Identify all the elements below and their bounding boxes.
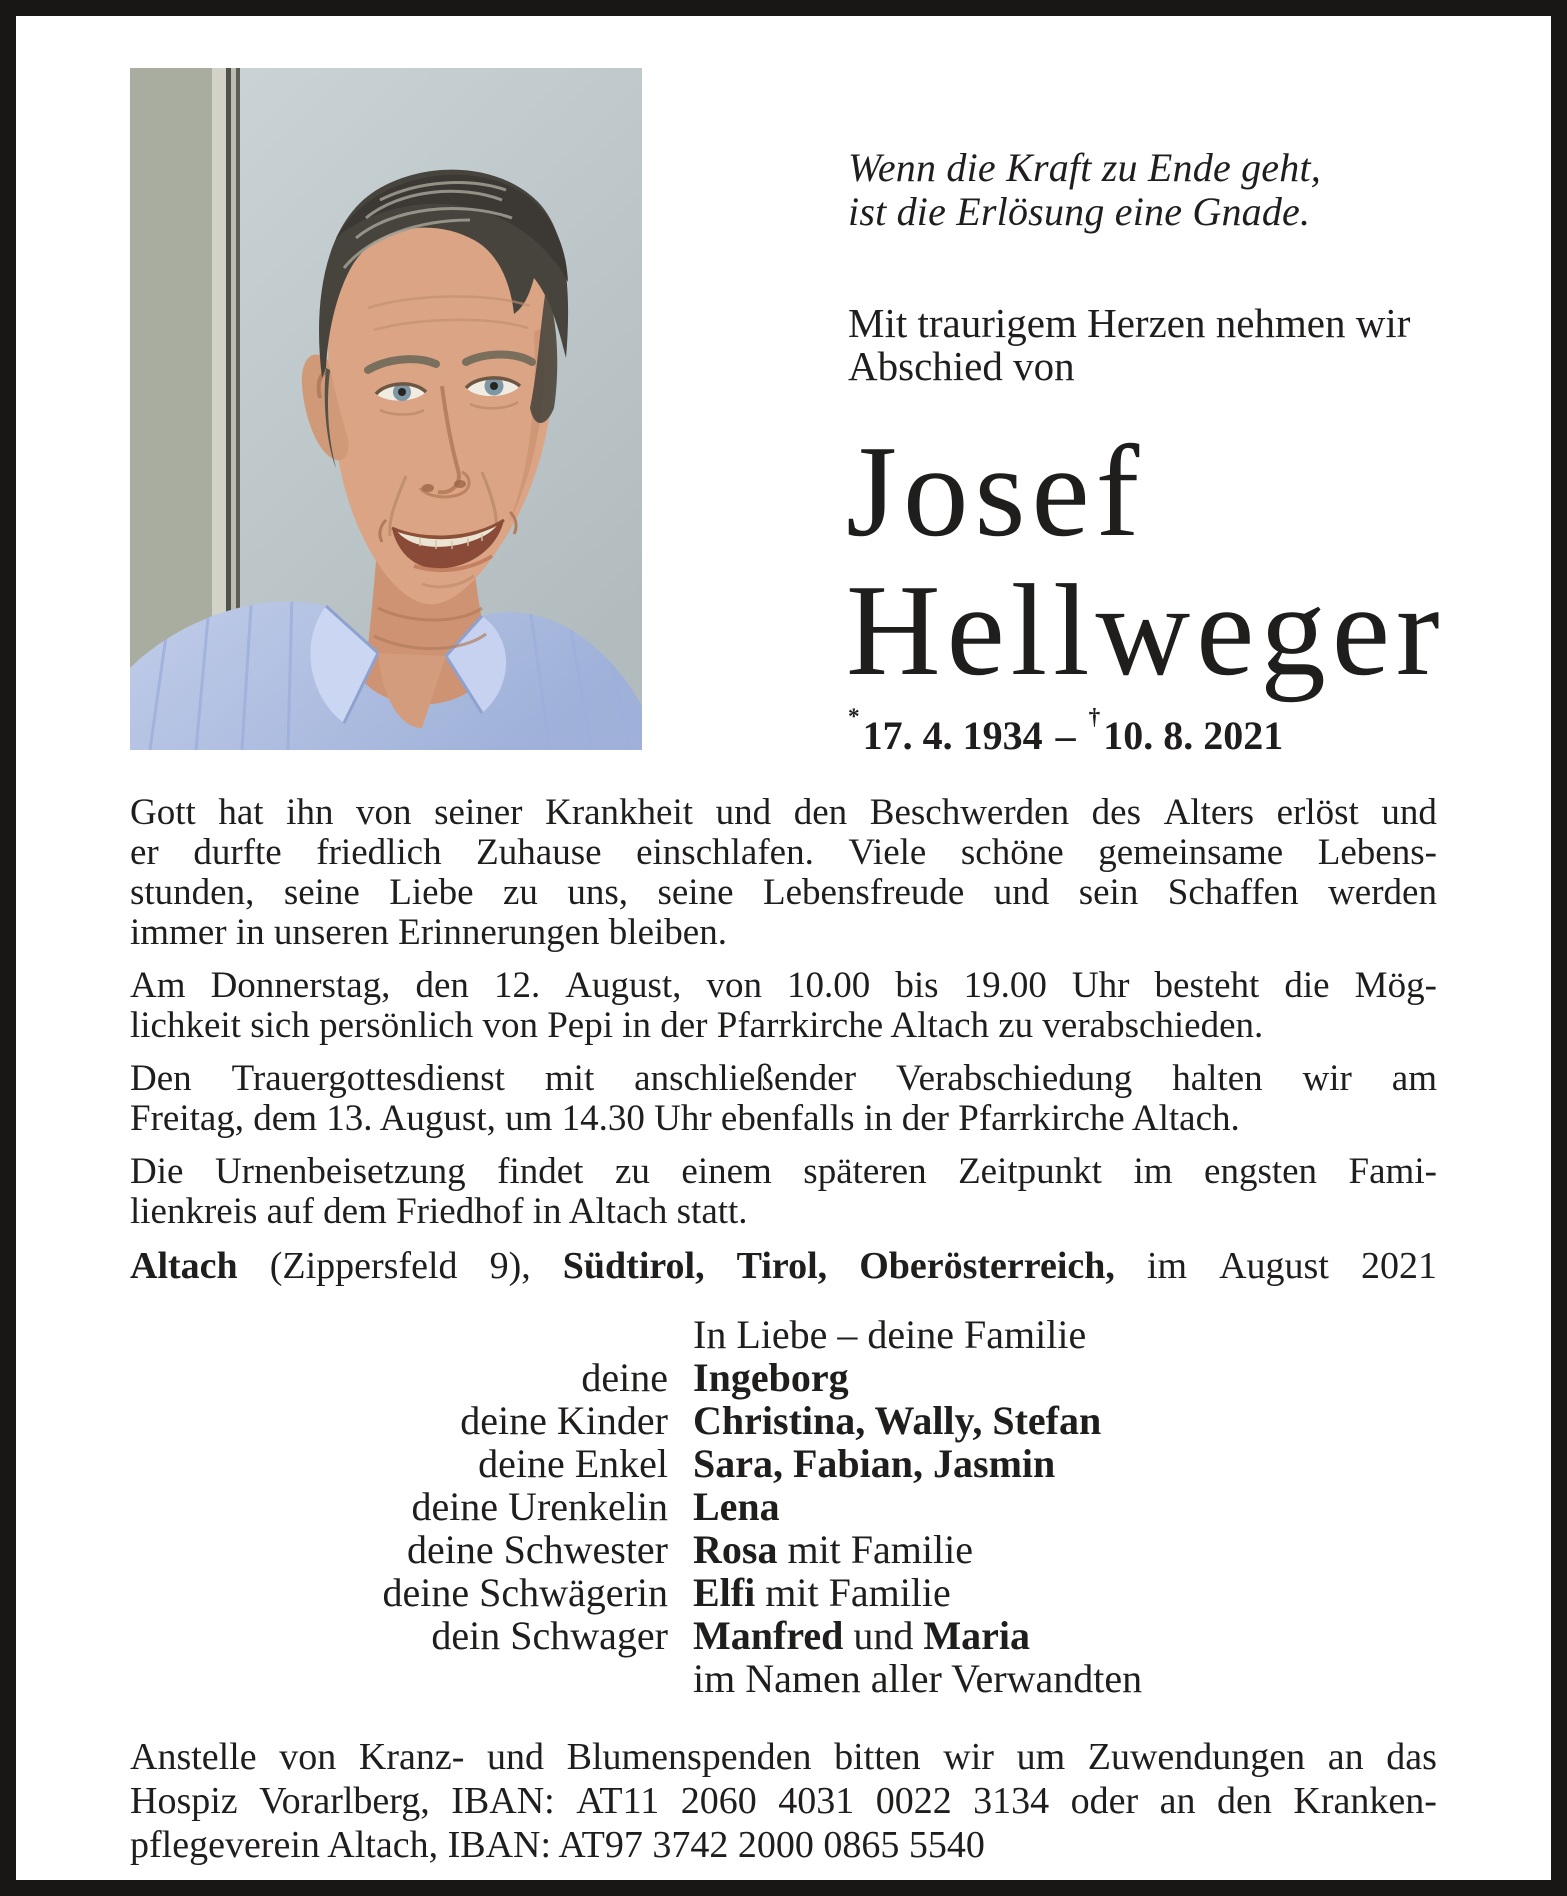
word: des bbox=[1091, 792, 1141, 833]
birth-star-symbol: * bbox=[848, 704, 860, 731]
word: ihn bbox=[286, 792, 334, 833]
location-line bbox=[130, 1246, 1437, 1286]
family-relation-label: deine Urenkelin bbox=[411, 1484, 668, 1529]
body-line bbox=[130, 833, 1437, 873]
family-header-row bbox=[130, 1313, 1437, 1356]
donation-line bbox=[130, 1779, 1437, 1823]
family-names bbox=[693, 1528, 1437, 1571]
body-line bbox=[130, 1059, 1437, 1099]
word: bitten bbox=[834, 1736, 921, 1778]
word: Beschwerden bbox=[869, 792, 1070, 833]
donation-line: pflegeverein Altach, IBAN: AT97 3742 2000 0865 5540 bbox=[130, 1824, 985, 1866]
word: und bbox=[993, 872, 1050, 913]
word: August bbox=[1219, 1245, 1329, 1287]
word: Urnenbeisetzung bbox=[214, 1151, 466, 1192]
family-names: im Namen aller Verwandten bbox=[693, 1656, 1143, 1701]
death-cross-symbol: † bbox=[1088, 704, 1101, 731]
word: von bbox=[279, 1736, 337, 1778]
word: Krankheit bbox=[545, 792, 694, 833]
intro-text bbox=[848, 302, 1410, 388]
word: findet bbox=[497, 1151, 584, 1192]
obituary-body bbox=[130, 793, 1437, 1867]
body-line: lienkreis auf dem Friedhof in Altach statt. bbox=[130, 1191, 748, 1232]
word: die bbox=[1284, 965, 1330, 1006]
word: AT11 bbox=[576, 1780, 660, 1822]
word: sein bbox=[1078, 872, 1139, 913]
word: und bbox=[1381, 792, 1437, 833]
body-line bbox=[130, 793, 1437, 833]
word: Kranz- bbox=[358, 1736, 465, 1778]
portrait-photo bbox=[130, 68, 642, 750]
body-paragraph bbox=[130, 966, 1437, 1046]
word: mit bbox=[544, 1058, 595, 1099]
word: oder bbox=[1070, 1780, 1139, 1822]
word: Lebensfreude bbox=[762, 872, 965, 913]
word: IBAN: bbox=[451, 1780, 555, 1822]
word: friedlich bbox=[316, 832, 442, 873]
word: im bbox=[1133, 1151, 1173, 1192]
family-name-segment: Maria bbox=[913, 1613, 1030, 1658]
family-name-segment: Christina, Wally, Stefan bbox=[693, 1398, 1102, 1443]
word: und bbox=[715, 792, 772, 833]
word: den bbox=[793, 792, 848, 833]
memorial-quote-line: Wenn die Kraft zu Ende geht, bbox=[848, 145, 1321, 190]
word: am bbox=[1391, 1058, 1437, 1099]
body-line bbox=[130, 966, 1437, 1006]
body-paragraph bbox=[130, 1059, 1437, 1139]
word: seiner bbox=[434, 792, 523, 833]
word: stunden, bbox=[130, 872, 255, 913]
intro-line: Abschied von bbox=[848, 343, 1075, 389]
word: seine bbox=[657, 872, 734, 913]
word: das bbox=[1386, 1736, 1437, 1778]
word: Lebens- bbox=[1317, 832, 1437, 873]
birth-date: 17. 4. 1934 bbox=[862, 713, 1043, 758]
word: Die bbox=[130, 1151, 184, 1192]
word: 2060 bbox=[680, 1780, 757, 1822]
family-row bbox=[130, 1614, 1437, 1657]
family-name-segment: Elfi bbox=[693, 1570, 756, 1615]
family-names: In Liebe – deine Familie bbox=[693, 1312, 1087, 1357]
word: anschließender bbox=[634, 1058, 857, 1099]
word: zu bbox=[614, 1151, 650, 1192]
word: uns, bbox=[567, 872, 629, 913]
word: von bbox=[356, 792, 412, 833]
word: Kranken- bbox=[1293, 1780, 1437, 1822]
word: 12. bbox=[493, 965, 541, 1006]
word: August, bbox=[565, 965, 682, 1006]
donation-line bbox=[130, 1735, 1437, 1779]
family-row bbox=[130, 1399, 1437, 1442]
word: zu bbox=[502, 872, 538, 913]
family-names bbox=[693, 1485, 1437, 1528]
family-name-segment: Manfred bbox=[693, 1613, 844, 1658]
family-relation-label bbox=[130, 1657, 668, 1700]
memorial-quote bbox=[848, 146, 1321, 234]
word: wir bbox=[1302, 1058, 1352, 1099]
word: den bbox=[415, 965, 469, 1006]
body-line: lichkeit sich persönlich von Pepi in der Pfarrkirche Altach zu verabschieden. bbox=[130, 1005, 1264, 1046]
word: 4031 bbox=[778, 1780, 855, 1822]
family-relation-label: deine Kinder bbox=[460, 1398, 668, 1443]
word: 3134 bbox=[973, 1780, 1050, 1822]
word: durfte bbox=[193, 832, 282, 873]
life-dates bbox=[848, 704, 1284, 759]
body-paragraph bbox=[130, 793, 1437, 953]
body-line bbox=[130, 1152, 1437, 1192]
family-row bbox=[130, 1442, 1437, 1485]
location-justified-line bbox=[130, 1246, 1437, 1286]
word: Mög- bbox=[1354, 965, 1437, 1006]
word: Zeitpunkt bbox=[958, 1151, 1102, 1192]
word: Viele bbox=[848, 832, 927, 873]
body-line bbox=[130, 873, 1437, 913]
word: Verabschiedung bbox=[895, 1058, 1133, 1099]
word: von bbox=[706, 965, 762, 1006]
family-names bbox=[693, 1356, 1437, 1399]
word: Liebe bbox=[389, 872, 474, 913]
family-names bbox=[693, 1442, 1437, 1485]
word: 10.00 bbox=[787, 965, 871, 1006]
portrait-photo-drawing bbox=[130, 68, 642, 750]
family-row bbox=[130, 1571, 1437, 1614]
family-names bbox=[693, 1614, 1437, 1657]
deceased-first-name: Josef bbox=[846, 419, 1146, 564]
word: Tirol, bbox=[736, 1245, 828, 1287]
family-names bbox=[693, 1571, 1437, 1614]
family-relation-label: deine Schwester bbox=[406, 1527, 668, 1572]
word: Uhr bbox=[1071, 965, 1130, 1006]
family-row bbox=[130, 1356, 1437, 1399]
family-relation-label: deine Schwägerin bbox=[382, 1570, 668, 1615]
word: an bbox=[1327, 1736, 1364, 1778]
word: und bbox=[487, 1736, 544, 1778]
family-block bbox=[130, 1313, 1437, 1700]
word: 9), bbox=[489, 1245, 531, 1287]
word: seine bbox=[283, 872, 360, 913]
word: Am bbox=[130, 965, 186, 1006]
word: Schaffen bbox=[1167, 872, 1299, 913]
word: Zuwendungen bbox=[1087, 1736, 1306, 1778]
word: späteren bbox=[803, 1151, 927, 1192]
word: wir bbox=[943, 1736, 994, 1778]
deceased-last-name: Hellweger bbox=[846, 558, 1446, 703]
family-relation-label: deine Enkel bbox=[478, 1441, 668, 1486]
word: Trauergottesdienst bbox=[231, 1058, 505, 1099]
word: einem bbox=[681, 1151, 772, 1192]
family-name-segment: Lena bbox=[693, 1484, 780, 1529]
word: 19.00 bbox=[963, 965, 1047, 1006]
word: Altach bbox=[130, 1245, 238, 1287]
word: erlöst bbox=[1276, 792, 1359, 833]
word: Hospiz bbox=[130, 1780, 238, 1822]
word: bis bbox=[895, 965, 939, 1006]
death-date: 10. 8. 2021 bbox=[1103, 713, 1284, 758]
family-name-segment: Sara, Fabian, Jasmin bbox=[693, 1441, 1056, 1486]
word: Blumenspenden bbox=[566, 1736, 812, 1778]
word: 2021 bbox=[1360, 1245, 1437, 1287]
word: Oberösterreich, bbox=[859, 1245, 1115, 1287]
dates-dash: – bbox=[1055, 713, 1076, 758]
family-row bbox=[130, 1485, 1437, 1528]
word: gemeinsame bbox=[1098, 832, 1284, 873]
family-relation-label bbox=[130, 1313, 668, 1356]
word: Gott bbox=[130, 792, 196, 833]
family-names bbox=[693, 1399, 1437, 1442]
word: besteht bbox=[1154, 965, 1260, 1006]
word: um bbox=[1016, 1736, 1066, 1778]
word: (Zippersfeld bbox=[269, 1245, 458, 1287]
word: hat bbox=[218, 792, 264, 833]
word: Zuhause bbox=[476, 832, 602, 873]
family-relation-label: deine bbox=[581, 1355, 668, 1400]
body-line: immer in unseren Erinnerungen bleiben. bbox=[130, 912, 727, 953]
family-name-segment: mit Familie bbox=[777, 1527, 973, 1572]
family-name-segment: mit Familie bbox=[755, 1570, 951, 1615]
donation-paragraph bbox=[130, 1735, 1437, 1867]
deceased-name bbox=[846, 419, 1446, 703]
word: an bbox=[1159, 1780, 1196, 1822]
body-paragraph bbox=[130, 1152, 1437, 1232]
family-relation-label: dein Schwager bbox=[431, 1613, 668, 1658]
word: einschlafen. bbox=[636, 832, 814, 873]
word: Vorarlberg, bbox=[259, 1780, 430, 1822]
word: den bbox=[1217, 1780, 1272, 1822]
family-name-segment: und bbox=[843, 1613, 914, 1658]
word: im bbox=[1146, 1245, 1188, 1287]
word: Fami- bbox=[1348, 1151, 1437, 1192]
word: er bbox=[130, 832, 159, 873]
word: werden bbox=[1328, 872, 1437, 913]
word: Anstelle bbox=[130, 1736, 257, 1778]
word: engsten bbox=[1204, 1151, 1318, 1192]
family-name-segment: Rosa bbox=[693, 1527, 778, 1572]
family-name-segment: Ingeborg bbox=[693, 1355, 849, 1400]
word: halten bbox=[1172, 1058, 1263, 1099]
family-row bbox=[130, 1528, 1437, 1571]
family-footer-row bbox=[130, 1657, 1437, 1700]
word: Den bbox=[130, 1058, 192, 1099]
word: Alters bbox=[1163, 792, 1255, 833]
body-line: Freitag, dem 13. August, um 14.30 Uhr ebenfalls in der Pfarrkirche Altach. bbox=[130, 1098, 1240, 1139]
memorial-quote-line: ist die Erlösung eine Gnade. bbox=[848, 189, 1311, 234]
word: Donnerstag, bbox=[210, 965, 391, 1006]
word: 0022 bbox=[875, 1780, 952, 1822]
intro-line: Mit traurigem Herzen nehmen wir bbox=[848, 300, 1411, 346]
word: Südtirol, bbox=[562, 1245, 705, 1287]
word: schöne bbox=[960, 832, 1064, 873]
